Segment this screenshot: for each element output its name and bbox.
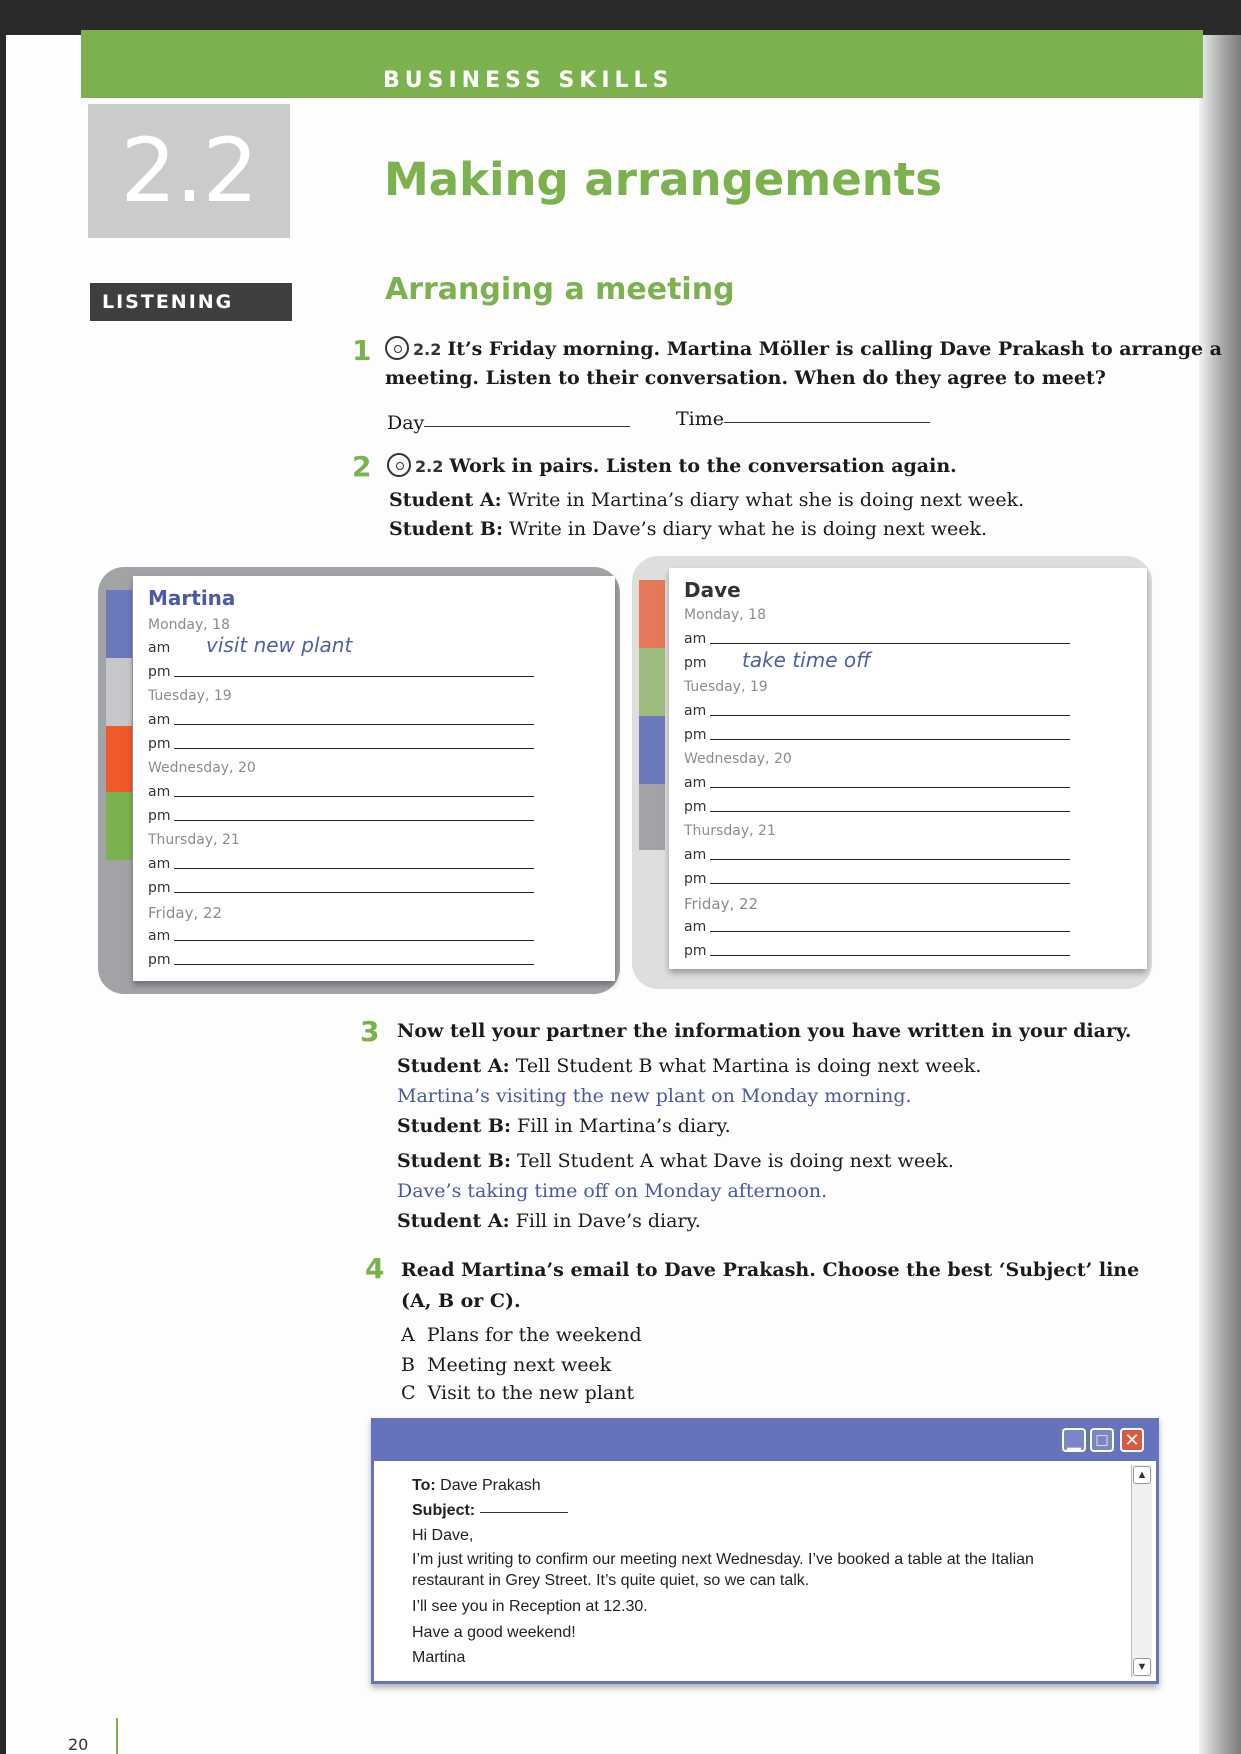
option-letter: B bbox=[401, 1354, 415, 1376]
exercise-2-instruction bbox=[387, 452, 957, 481]
diary-day: Friday, 22 bbox=[684, 895, 759, 913]
diary-am-line bbox=[148, 928, 568, 944]
close-button[interactable]: ✕ bbox=[1120, 1428, 1144, 1452]
pm-label: pm bbox=[684, 655, 707, 671]
diary-tab-grey bbox=[639, 784, 665, 850]
exercise-1-text-2: meeting. Listen to their conversation. When do they agree to meet? bbox=[385, 367, 1106, 389]
am-label: am bbox=[684, 847, 707, 863]
exercise-1-instruction bbox=[385, 335, 1222, 364]
diary-pm-line bbox=[684, 655, 707, 671]
exercise-3-line-1 bbox=[397, 1052, 981, 1080]
diary-pm-line bbox=[148, 664, 568, 680]
diary-pm-line bbox=[148, 880, 568, 896]
option-c[interactable] bbox=[401, 1379, 634, 1407]
write-line[interactable] bbox=[710, 739, 1070, 740]
martina-diary-name: Martina bbox=[148, 586, 236, 610]
diary-am-line bbox=[684, 631, 1104, 647]
option-b[interactable] bbox=[401, 1351, 611, 1379]
option-a[interactable] bbox=[401, 1321, 642, 1349]
page-binding-shadow bbox=[1199, 35, 1241, 1754]
track-number: 2.2 bbox=[413, 340, 442, 359]
page-title: Making arrangements bbox=[384, 153, 943, 206]
line-text: Tell Student B what Martina is doing next week. bbox=[515, 1055, 982, 1077]
exercise-4-instruction-2: (A, B or C). bbox=[401, 1290, 521, 1312]
pm-label: pm bbox=[684, 871, 707, 887]
exercise-3-example-1: Martina’s visiting the new plant on Monday morning. bbox=[397, 1085, 912, 1107]
exercise-1-text: It’s Friday morning. Martina Möller is calling Dave Prakash to arrange a bbox=[447, 338, 1222, 360]
minimize-button[interactable]: ▁ bbox=[1062, 1428, 1086, 1452]
maximize-button[interactable]: □ bbox=[1090, 1428, 1114, 1452]
diary-day: Wednesday, 20 bbox=[148, 760, 256, 776]
am-label: am bbox=[684, 919, 707, 935]
diary-am-line bbox=[684, 847, 1104, 863]
exercise-4-instruction: Read Martina’s email to Dave Prakash. Choose the best ‘Subject’ line bbox=[401, 1259, 1140, 1281]
exercise-2-number: 2 bbox=[352, 450, 372, 483]
diary-tab-red bbox=[106, 726, 132, 792]
skill-tag: LISTENING bbox=[90, 283, 292, 321]
diary-am-line bbox=[684, 775, 1104, 791]
diary-day: Monday, 18 bbox=[684, 607, 766, 623]
diary-pm-line bbox=[684, 727, 1104, 743]
pm-label: pm bbox=[148, 808, 171, 824]
section-subtitle: Arranging a meeting bbox=[385, 272, 735, 307]
email-to bbox=[412, 1477, 541, 1495]
exercise-4-number: 4 bbox=[365, 1252, 385, 1285]
write-line[interactable] bbox=[174, 724, 534, 725]
student-b-text: Write in Dave’s diary what he is doing next week. bbox=[509, 518, 988, 540]
subject-label: Subject: bbox=[412, 1502, 476, 1519]
exercise-3-line-6 bbox=[397, 1207, 701, 1235]
exercise-2-text: Work in pairs. Listen to the conversation again. bbox=[449, 455, 957, 477]
audio-cd-icon[interactable] bbox=[387, 453, 411, 477]
write-line[interactable] bbox=[710, 787, 1070, 788]
day-answer bbox=[387, 409, 630, 437]
exercise-2-student-b bbox=[389, 515, 987, 543]
student-a-label: Student A: bbox=[397, 1210, 510, 1232]
diary-day: Thursday, 21 bbox=[684, 823, 776, 839]
write-line[interactable] bbox=[710, 859, 1070, 860]
diary-tab-green bbox=[106, 792, 132, 860]
diary-pm-line bbox=[148, 736, 568, 752]
email-body-line: restaurant in Grey Street. It’s quite quiet, so we can talk. bbox=[412, 1572, 810, 1589]
time-input-line[interactable] bbox=[724, 421, 930, 423]
write-line[interactable] bbox=[710, 715, 1070, 716]
option-letter: A bbox=[401, 1324, 415, 1346]
student-a-label: Student A: bbox=[389, 489, 502, 511]
student-b-label: Student B: bbox=[397, 1150, 511, 1172]
student-a-text: Write in Martina’s diary what she is doing next week. bbox=[507, 489, 1025, 511]
diary-am-line bbox=[684, 919, 1104, 935]
track-number: 2.2 bbox=[415, 457, 444, 476]
write-line[interactable] bbox=[174, 820, 534, 821]
diary-am-line bbox=[148, 640, 170, 656]
line-text: Tell Student A what Dave is doing next week. bbox=[517, 1150, 954, 1172]
handwritten-entry: visit new plant bbox=[206, 633, 353, 657]
email-signature: Martina bbox=[412, 1649, 466, 1666]
diary-am-line bbox=[684, 703, 1104, 719]
page-number-divider bbox=[116, 1718, 118, 1754]
pm-label: pm bbox=[148, 952, 171, 968]
write-line[interactable] bbox=[174, 964, 534, 965]
write-line[interactable] bbox=[174, 796, 534, 797]
exercise-3-example-2: Dave’s taking time off on Monday afternoon. bbox=[397, 1180, 828, 1202]
diary-pm-line bbox=[148, 808, 568, 824]
day-input-line[interactable] bbox=[424, 425, 630, 427]
audio-cd-icon[interactable] bbox=[385, 336, 409, 360]
diary-am-line bbox=[148, 784, 568, 800]
email-title-bar bbox=[374, 1421, 1156, 1461]
exercise-3-instruction: Now tell your partner the information you have written in your diary. bbox=[397, 1020, 1132, 1042]
day-label: Day bbox=[387, 412, 425, 434]
diary-pm-line bbox=[684, 943, 1104, 959]
diary-day: Monday, 18 bbox=[148, 617, 230, 633]
student-b-label: Student B: bbox=[397, 1115, 511, 1137]
unit-number: 2.2 bbox=[88, 104, 290, 238]
diary-day: Tuesday, 19 bbox=[148, 688, 232, 704]
time-label: Time bbox=[676, 408, 725, 430]
am-label: am bbox=[148, 712, 171, 728]
am-label: am bbox=[148, 928, 171, 944]
pm-label: pm bbox=[148, 664, 171, 680]
write-line[interactable] bbox=[710, 931, 1070, 932]
write-line[interactable] bbox=[710, 883, 1070, 884]
option-text: Visit to the new plant bbox=[427, 1382, 635, 1404]
diary-day: Thursday, 21 bbox=[148, 832, 240, 848]
exercise-3-line-4 bbox=[397, 1147, 954, 1175]
am-label: am bbox=[148, 640, 171, 656]
option-text: Meeting next week bbox=[427, 1354, 612, 1376]
diary-tab-orange bbox=[639, 580, 665, 648]
diary-day: Tuesday, 19 bbox=[684, 679, 768, 695]
exercise-1-number: 1 bbox=[352, 334, 372, 367]
write-line[interactable] bbox=[710, 643, 1070, 644]
write-line[interactable] bbox=[174, 676, 534, 677]
am-label: am bbox=[684, 631, 707, 647]
pm-label: pm bbox=[684, 727, 707, 743]
exercise-2-student-a bbox=[389, 486, 1024, 514]
pm-label: pm bbox=[684, 799, 707, 815]
am-label: am bbox=[684, 775, 707, 791]
section-title: BUSINESS SKILLS bbox=[383, 68, 674, 93]
dave-diary bbox=[669, 568, 1147, 969]
pm-label: pm bbox=[148, 880, 171, 896]
student-a-label: Student A: bbox=[397, 1055, 510, 1077]
write-line[interactable] bbox=[174, 868, 534, 869]
scroll-down-icon[interactable]: ▼ bbox=[1133, 1658, 1151, 1676]
line-text: Fill in Martina’s diary. bbox=[517, 1115, 731, 1137]
write-line[interactable] bbox=[174, 892, 534, 893]
write-line[interactable] bbox=[710, 955, 1070, 956]
diary-pm-line bbox=[148, 952, 568, 968]
to-value: Dave Prakash bbox=[440, 1477, 541, 1494]
email-scrollbar[interactable] bbox=[1131, 1465, 1152, 1677]
diary-tab-blue bbox=[639, 716, 665, 784]
write-line[interactable] bbox=[174, 748, 534, 749]
diary-am-line bbox=[148, 856, 568, 872]
exercise-3-number: 3 bbox=[360, 1015, 380, 1048]
time-answer bbox=[676, 405, 930, 433]
am-label: am bbox=[148, 784, 171, 800]
email-body-line: I’m just writing to confirm our meeting next Wednesday. I’ve booked a table at the Italian bbox=[412, 1551, 1034, 1568]
am-label: am bbox=[684, 703, 707, 719]
email-greeting: Hi Dave, bbox=[412, 1527, 474, 1544]
write-line[interactable] bbox=[174, 940, 534, 941]
option-letter: C bbox=[401, 1382, 416, 1404]
diary-day: Friday, 22 bbox=[148, 904, 223, 922]
subject-input-line[interactable] bbox=[480, 1511, 568, 1513]
diary-am-line bbox=[148, 712, 568, 728]
diary-day: Wednesday, 20 bbox=[684, 751, 792, 767]
diary-tab-grey bbox=[106, 658, 132, 726]
to-label: To: bbox=[412, 1477, 436, 1494]
am-label: am bbox=[148, 856, 171, 872]
exercise-3-line-3 bbox=[397, 1112, 731, 1140]
email-body-line: Have a good weekend! bbox=[412, 1624, 576, 1641]
diary-tab-blue bbox=[106, 590, 132, 658]
email-body-line: I’ll see you in Reception at 12.30. bbox=[412, 1598, 648, 1615]
email-subject bbox=[412, 1502, 568, 1520]
line-text: Fill in Dave’s diary. bbox=[515, 1210, 701, 1232]
pm-label: pm bbox=[148, 736, 171, 752]
pm-label: pm bbox=[684, 943, 707, 959]
page-number: 20 bbox=[68, 1735, 89, 1754]
diary-tab-green bbox=[639, 648, 665, 716]
handwritten-entry: take time off bbox=[742, 648, 871, 672]
diary-pm-line bbox=[684, 871, 1104, 887]
email-window bbox=[371, 1418, 1159, 1684]
dave-diary-name: Dave bbox=[684, 578, 741, 602]
write-line[interactable] bbox=[710, 811, 1070, 812]
martina-diary bbox=[133, 576, 615, 981]
scroll-up-icon[interactable]: ▲ bbox=[1133, 1466, 1151, 1484]
student-b-label: Student B: bbox=[389, 518, 503, 540]
option-text: Plans for the weekend bbox=[426, 1324, 642, 1346]
diary-pm-line bbox=[684, 799, 1104, 815]
